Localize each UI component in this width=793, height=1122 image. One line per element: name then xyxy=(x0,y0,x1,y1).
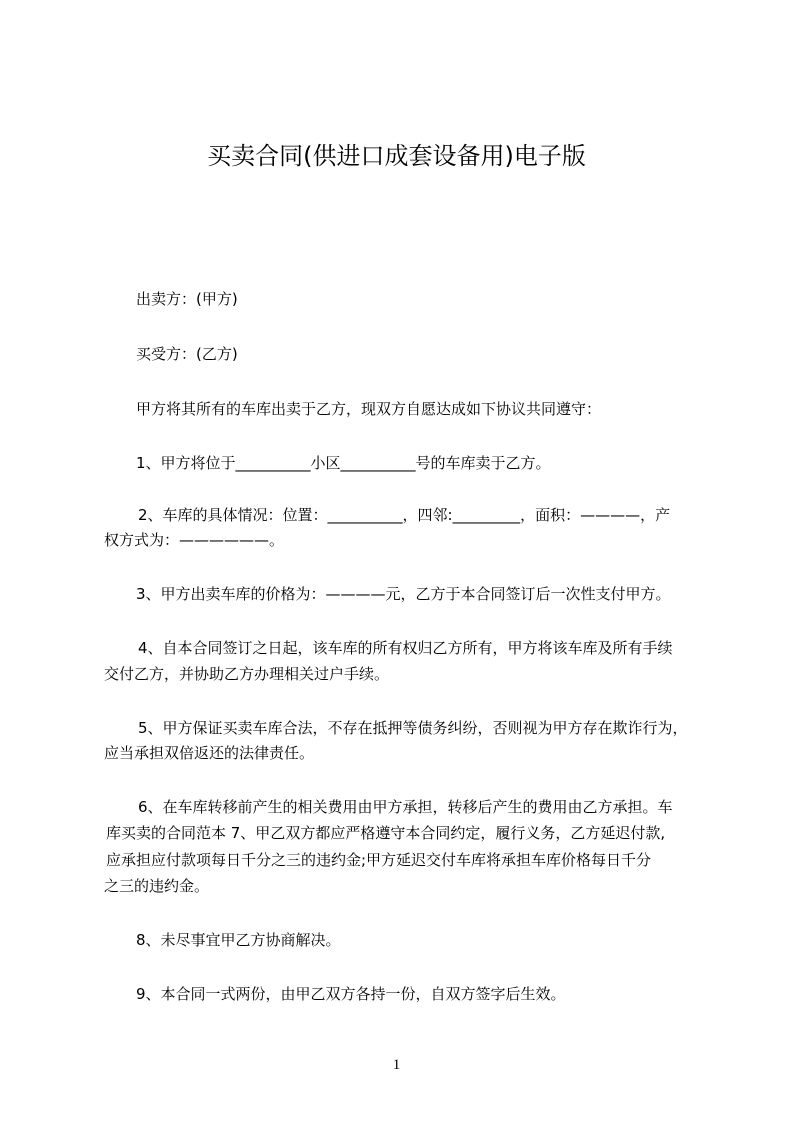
clause-6-line-1: 6、在车库转移前产生的相关费用由甲方承担，转移后产生的费用由乙方承担。车 xyxy=(138,798,673,816)
page-number: 1 xyxy=(392,1057,401,1073)
clause-3: 3、甲方出卖车库的价格为：————元，乙方于本合同签订后一次性支付甲方。 xyxy=(136,585,671,603)
clause-4-line-1: 4、自本合同签订之日起，该车库的所有权归乙方所有，甲方将该车库及所有手续 xyxy=(138,639,673,657)
seller-line: 出卖方：(甲方) xyxy=(136,290,238,308)
clause-8: 8、未尽事宜甲乙方协商解决。 xyxy=(136,931,341,949)
document-title: 买卖合同(供进口成套设备用)电子版 xyxy=(207,142,586,170)
clause-6-line-4: 之三的违约金。 xyxy=(104,877,210,895)
clause-2-line-1: 2、车库的具体情况：位置：__________，四邻:_________，面积：————，产 xyxy=(138,506,671,524)
clause-4-line-2: 交付乙方，并协助乙方办理相关过户手续。 xyxy=(104,665,390,683)
clause-5-line-2: 应当承担双倍返还的法律责任。 xyxy=(104,744,315,762)
clause-6-line-3: 应承担应付款项每日千分之三的违约金;甲方延迟交付车库将承担车库价格每日千分 xyxy=(106,851,652,869)
buyer-line: 买受方：(乙方) xyxy=(136,345,238,363)
clause-9: 9、本合同一式两份，由甲乙双方各持一份，自双方签字后生效。 xyxy=(136,985,566,1003)
clause-5-line-1: 5、甲方保证买卖车库合法，不存在抵押等债务纠纷，否则视为甲方存在欺诈行为， xyxy=(138,719,688,737)
clause-6-line-2: 库买卖的合同范本 7、甲乙双方都应严格遵守本合同约定，履行义务，乙方延迟付款, xyxy=(106,824,666,842)
intro-paragraph: 甲方将其所有的车库出卖于乙方，现双方自愿达成如下协议共同遵守： xyxy=(136,400,602,418)
clause-1: 1、甲方将位于__________小区__________号的车库卖于乙方。 xyxy=(136,454,551,472)
clause-2-line-2: 权方式为：——————。 xyxy=(104,531,285,549)
